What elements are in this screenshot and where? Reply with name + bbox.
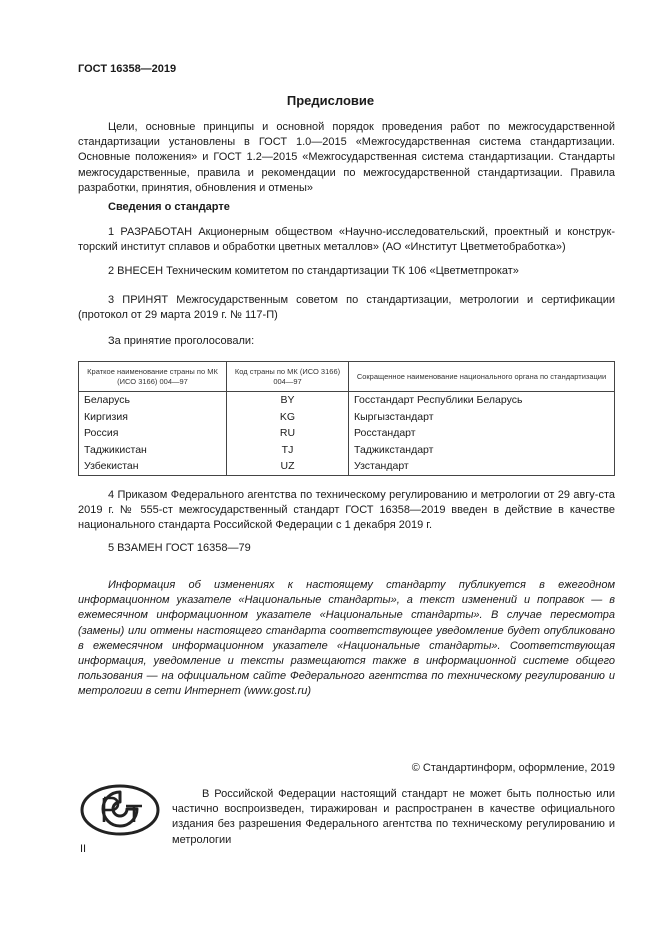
standard-number: ГОСТ 16358—2019	[78, 63, 177, 75]
header-country: Краткое наименование страны по МК (ИСО 3166) 004—97	[79, 362, 227, 392]
code-cell: KG	[227, 409, 349, 426]
voting-table	[78, 361, 615, 476]
country-cell: Узбекистан	[79, 458, 227, 475]
table-row	[79, 409, 615, 426]
item-introduced: 2 ВНЕСЕН Техническим комитетом по стандартизации ТК 106 «Цветметпрокат»	[108, 265, 519, 277]
intro-paragraph: Цели, основные принципы и основной порядок проведения работ по межгосударственной стандартизации установлены в ГОСТ 1.0—2015 «Межгосударственная система стандартизации. Основные положения» и ГОСТ 1.2—2015 «Межгосударственная система стандартизации. Стандарты межгосударственные, правила и рекомендации по межгосударственной стандартизации. Правила разработки, принятия, обновления и отмены»	[78, 121, 615, 194]
copyright-line: © Стандартинформ, оформление, 2019	[411, 762, 615, 774]
country-cell: Россия	[79, 425, 227, 442]
code-cell: BY	[227, 392, 349, 409]
code-cell: RU	[227, 425, 349, 442]
country-cell: Киргизия	[79, 409, 227, 426]
table-row	[79, 392, 615, 409]
item-developed: 1 РАЗРАБОТАН Акционерным обществом «Научно-исследовательский, проектный и конструк-торский институт сплавов и обработки цветных металлов» (АО «Институт Цветметобработка»)	[78, 226, 615, 254]
gost-r-certification-mark-icon	[80, 784, 160, 836]
code-cell: TJ	[227, 442, 349, 459]
header-code: Код страны по МК (ИСО 3166) 004—97	[227, 362, 349, 392]
header-body: Сокращенное наименование национального органа по стандартизации	[349, 362, 615, 392]
country-cell: Таджикистан	[79, 442, 227, 459]
item-order: 4 Приказом Федерального агентства по техническому регулированию и метрологии от 29 авгу-ста 2019 г. № 555-ст межгосударственный стандарт ГОСТ 16358—2019 введен в действие в качестве национального стандарта Российской Федерации с 1 декабря 2019 г.	[78, 489, 615, 532]
table-row	[79, 425, 615, 442]
page-number: II	[80, 843, 87, 855]
country-cell: Беларусь	[79, 392, 227, 409]
legal-notice: В Российской Федерации настоящий стандарт не может быть полностью или частично воспроизведен, тиражирован и распространен в качестве официального издания без разрешения Федерального агентства по техническому регулированию и метрологии	[172, 788, 615, 846]
section-title: Сведения о стандарте	[108, 201, 230, 213]
body-cell: Росстандарт	[349, 425, 615, 442]
table-row	[79, 442, 615, 459]
item-adopted: 3 ПРИНЯТ Межгосударственным советом по стандартизации, метрологии и сертификации (протокол от 29 марта 2019 г. № 117-П)	[78, 294, 615, 322]
table-row	[79, 458, 615, 475]
body-cell: Узстандарт	[349, 458, 615, 475]
body-cell: Госстандарт Республики Беларусь	[349, 392, 615, 409]
body-cell: Кыргызстандарт	[349, 409, 615, 426]
info-paragraph: Информация об изменениях к настоящему стандарту публикуется в ежегодном информационном указателе «Национальные стандарты», а текст изменений и поправок — в ежемесячном информационном указателе «Национальные стандарты». В случае пересмотра (замены) или отмены настоящего стандарта соответствующее уведомление будет опубликовано в ежемесячном информационном указателе «Национальные стандарты». Соответствующая информация, уведомление и тексты размещаются также в информационной системе общего пользования — на официальном сайте Федерального агентства по техническому регулированию и метрологии в сети Интернет (www.gost.ru)	[78, 579, 615, 698]
table-header-row	[79, 362, 615, 392]
page-title: Предисловие	[286, 93, 375, 108]
item-replaces: 5 ВЗАМЕН ГОСТ 16358—79	[108, 542, 251, 554]
body-cell: Таджикстандарт	[349, 442, 615, 459]
voted-label: За принятие проголосовали:	[108, 335, 255, 347]
code-cell: UZ	[227, 458, 349, 475]
